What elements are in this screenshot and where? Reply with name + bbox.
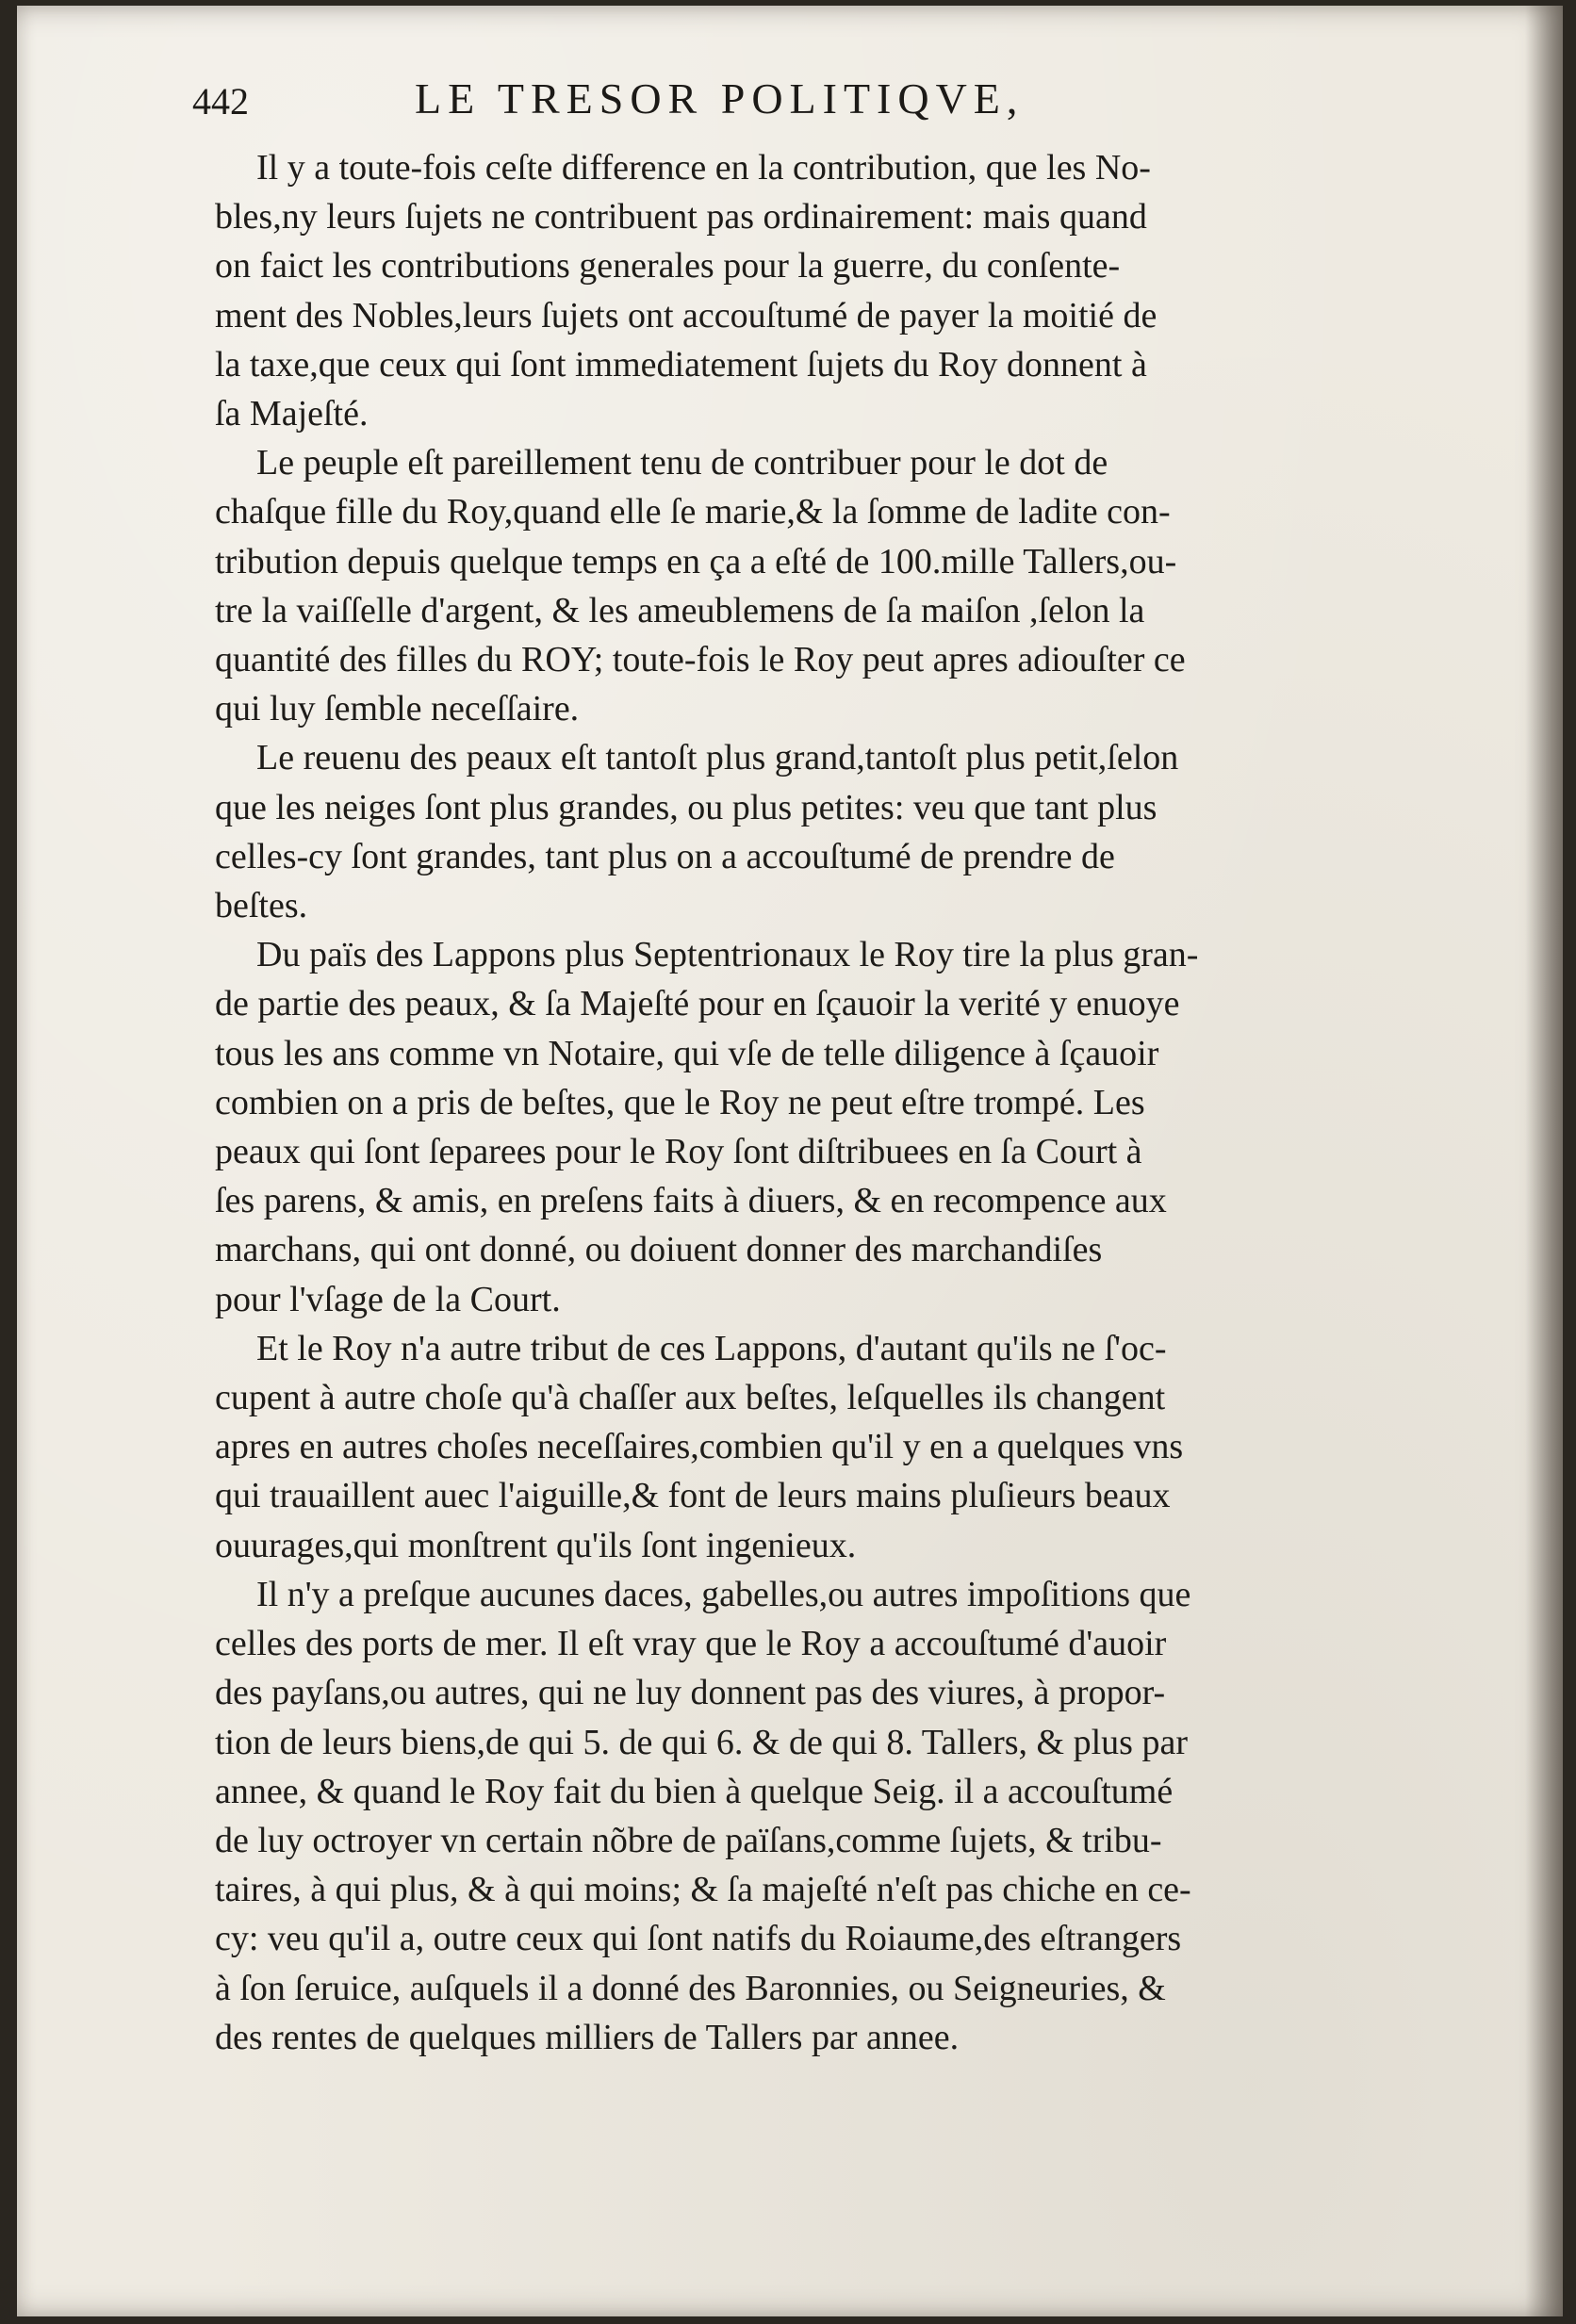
text-line: on faict les contributions generales pour la guerre, du conſente-: [215, 246, 1121, 286]
paragraph: [215, 438, 1486, 733]
text-line: marchans, qui ont donné, ou doiuent donner des marchandiſes: [215, 1230, 1103, 1270]
text-line: à ſon ſeruice, auſquels il a donné des Baronnies, ou Seigneuries, &: [215, 1968, 1166, 2008]
text-line: tous les ans comme vn Notaire, qui vſe de telle diligence à ſçauoir: [215, 1033, 1159, 1073]
text-line: de partie des peaux, & ſa Majeſté pour en ſçauoir la verité y enuoye: [215, 984, 1180, 1024]
text-line: Et le Roy n'a autre tribut de ces Lappons, d'autant qu'ils ne ſ'oc-: [256, 1328, 1167, 1368]
text-line: quantité des filles du ROY; toute-fois le Roy peut apres adiouſter ce: [215, 640, 1186, 680]
text-line: Le peuple eſt pareillement tenu de contribuer pour le dot de: [256, 443, 1108, 483]
text-line: cupent à autre choſe qu'à chaſſer aux beſtes, leſquelles ils changent: [215, 1378, 1166, 1418]
text-line: ſes parens, & amis, en preſens faits à diuers, & en recompence aux: [215, 1181, 1167, 1221]
text-line: Le reuenu des peaux eſt tantoſt plus grand,tantoſt plus petit,ſelon: [256, 738, 1179, 778]
text-line: peaux qui ſont ſeparees pour le Roy ſont diſtribuees en ſa Court à: [215, 1132, 1142, 1172]
text-line: Il y a toute-fois ceſte difference en la contribution, que les No-: [256, 148, 1151, 188]
text-line: chaſque fille du Roy,quand elle ſe marie,& la ſomme de ladite con-: [215, 492, 1171, 532]
text-line: annee, & quand le Roy fait du bien à quelque Seig. il a accouſtumé: [215, 1771, 1174, 1811]
text-line: tribution depuis quelque temps en ça a eſté de 100.mille Tallers,ou-: [215, 541, 1177, 581]
book-page: [17, 6, 1563, 2316]
text-line: qui luy ſemble neceſſaire.: [215, 689, 580, 729]
paragraph: [215, 143, 1486, 438]
text-line: de luy octroyer vn certain nõbre de païſans,comme ſujets, & tribu-: [215, 1820, 1162, 1860]
paragraph: [215, 1570, 1486, 2062]
spine-shadow: [1525, 6, 1563, 2316]
text-line: apres en autres choſes neceſſaires,combien qu'il y en a quelques vns: [215, 1427, 1184, 1467]
text-line: ouurages,qui monſtrent qu'ils ſont ingenieux.: [215, 1525, 857, 1565]
body-text: [215, 143, 1486, 2062]
text-line: pour l'vſage de la Court.: [215, 1279, 561, 1319]
text-line: celles-cy ſont grandes, tant plus on a accouſtumé de prendre de: [215, 836, 1115, 876]
text-line: tion de leurs biens,de qui 5. de qui 6. & de qui 8. Tallers, & plus par: [215, 1722, 1188, 1762]
text-line: ment des Nobles,leurs ſujets ont accouſtumé de payer la moitié de: [215, 295, 1157, 336]
text-line: des rentes de quelques milliers de Tallers par annee.: [215, 2017, 960, 2057]
text-line: taires, à qui plus, & à qui moins; & ſa majeſté n'eſt pas chiche en ce-: [215, 1870, 1191, 1910]
page-header: [192, 74, 1512, 139]
text-line: combien on a pris de beſtes, que le Roy ne peut eſtre trompé. Les: [215, 1082, 1145, 1122]
text-line: la taxe,que ceux qui ſont immediatement ſujets du Roy donnent à: [215, 344, 1147, 385]
text-line: bles,ny leurs ſujets ne contribuent pas ordinairement: mais quand: [215, 197, 1147, 237]
text-line: que les neiges ſont plus grandes, ou plus petites: veu que tant plus: [215, 787, 1157, 827]
running-title: LE TRESOR POLITIQVE,: [415, 74, 1025, 123]
text-line: ſa Majeſté.: [215, 394, 369, 434]
text-line: cy: veu qu'il a, outre ceux qui ſont natifs du Roiaume,des eſtrangers: [215, 1919, 1182, 1959]
paragraph: [215, 1324, 1486, 1570]
text-line: tre la vaiſſelle d'argent, & les ameublemens de ſa maiſon ,ſelon la: [215, 590, 1145, 630]
text-line: celles des ports de mer. Il eſt vray que le Roy a accouſtumé d'auoir: [215, 1624, 1167, 1664]
paragraph: [215, 733, 1486, 930]
text-line: des payſans,ou autres, qui ne luy donnent pas des viures, à propor-: [215, 1673, 1166, 1713]
text-line: qui trauaillent auec l'aiguille,& font de leurs mains pluſieurs beaux: [215, 1476, 1171, 1516]
page-number: 442: [192, 80, 249, 123]
text-line: Il n'y a preſque aucunes daces, gabelles,ou autres impoſitions que: [256, 1574, 1191, 1614]
text-line: beſtes.: [215, 886, 308, 926]
text-line: Du païs des Lappons plus Septentrionaux le Roy tire la plus gran-: [256, 935, 1199, 975]
paragraph: [215, 930, 1486, 1324]
